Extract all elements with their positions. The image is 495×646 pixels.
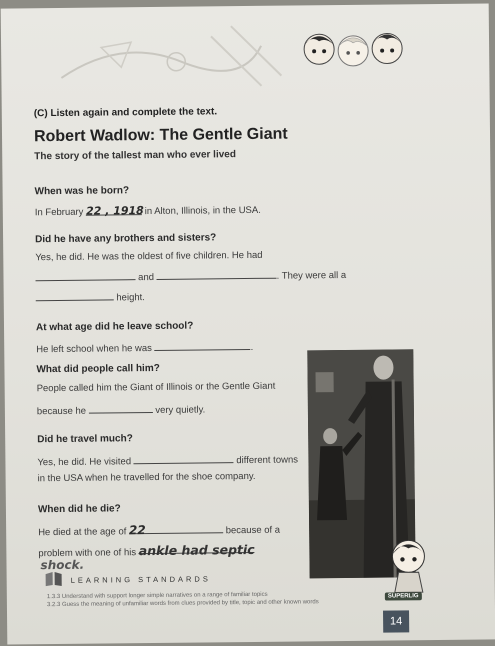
- answer-travel-line1: Yes, he did. He visited different towns: [37, 451, 298, 468]
- cartoon-head-3: [372, 33, 402, 63]
- siblings-blank-1[interactable]: [35, 269, 135, 281]
- book-icon: [45, 571, 63, 587]
- learning-standard-1: 1.3.3 Understand with support longer simple narratives on a range of familiar topics: [46, 591, 268, 601]
- question-death: When did he die?: [37, 503, 121, 516]
- question-siblings: Did he have any brothers and sisters?: [35, 232, 217, 246]
- answer-travel-line2: in the USA when he travelled for the shoe company.: [37, 470, 256, 485]
- answer-nickname-line2: because he very quietly.: [37, 401, 206, 417]
- learning-standard-2: 3.2.3 Guess the meaning of unfamiliar words from clues provided by title, topic and other known words: [46, 599, 319, 609]
- page-number: 14: [383, 610, 409, 632]
- school-blank[interactable]: [154, 339, 250, 351]
- cartoon-head-1: [304, 34, 334, 64]
- death-cause-blank[interactable]: ankle had septic: [138, 541, 255, 559]
- siblings-blank-3[interactable]: [36, 289, 114, 301]
- worksheet-page: [1, 3, 495, 644]
- question-school: At what age did he leave school?: [35, 320, 194, 334]
- answer-born-blank[interactable]: 22 , 1918: [85, 204, 144, 218]
- answer-nickname-line1: People called him the Giant of Illinois or the Gentle Giant: [36, 380, 276, 395]
- nickname-blank[interactable]: [89, 402, 153, 414]
- instruction: (C) Listen again and complete the text.: [33, 106, 218, 120]
- learning-standards-heading: LEARNING STANDARDS: [70, 574, 211, 585]
- question-travel: Did he travel much?: [37, 433, 133, 446]
- subtitle: The story of the tallest man who ever lived: [34, 149, 237, 163]
- cartoon-head-2: [338, 36, 368, 66]
- mascot-boy-icon: [384, 534, 433, 594]
- siblings-blank-2[interactable]: [157, 268, 277, 280]
- death-cause-continued: shock.: [40, 557, 85, 573]
- brand-logo: SUPERLIG: [385, 592, 422, 600]
- answer-siblings-line2: and . They were all a: [35, 267, 346, 284]
- death-age-blank[interactable]: 22: [129, 522, 223, 534]
- answer-siblings-line3: height.: [36, 289, 145, 304]
- page-title: Robert Wadlow: The Gentle Giant: [33, 125, 288, 146]
- answer-school-line: He left school when he was .: [36, 339, 253, 355]
- travel-blank[interactable]: [134, 452, 234, 464]
- header-doodles: [1, 3, 490, 98]
- answer-born-line: In February 22 , 1918 in Alton, Illinois, in the USA.: [34, 204, 261, 219]
- answer-death-line1: He died at the age of 22 because of a: [38, 523, 281, 539]
- question-born: When was he born?: [34, 185, 130, 198]
- question-nickname: What did people call him?: [36, 362, 160, 376]
- answer-death-line2: problem with one of his ankle had septic: [38, 541, 255, 560]
- answer-siblings-line1: Yes, he did. He was the oldest of five children. He had: [35, 249, 263, 264]
